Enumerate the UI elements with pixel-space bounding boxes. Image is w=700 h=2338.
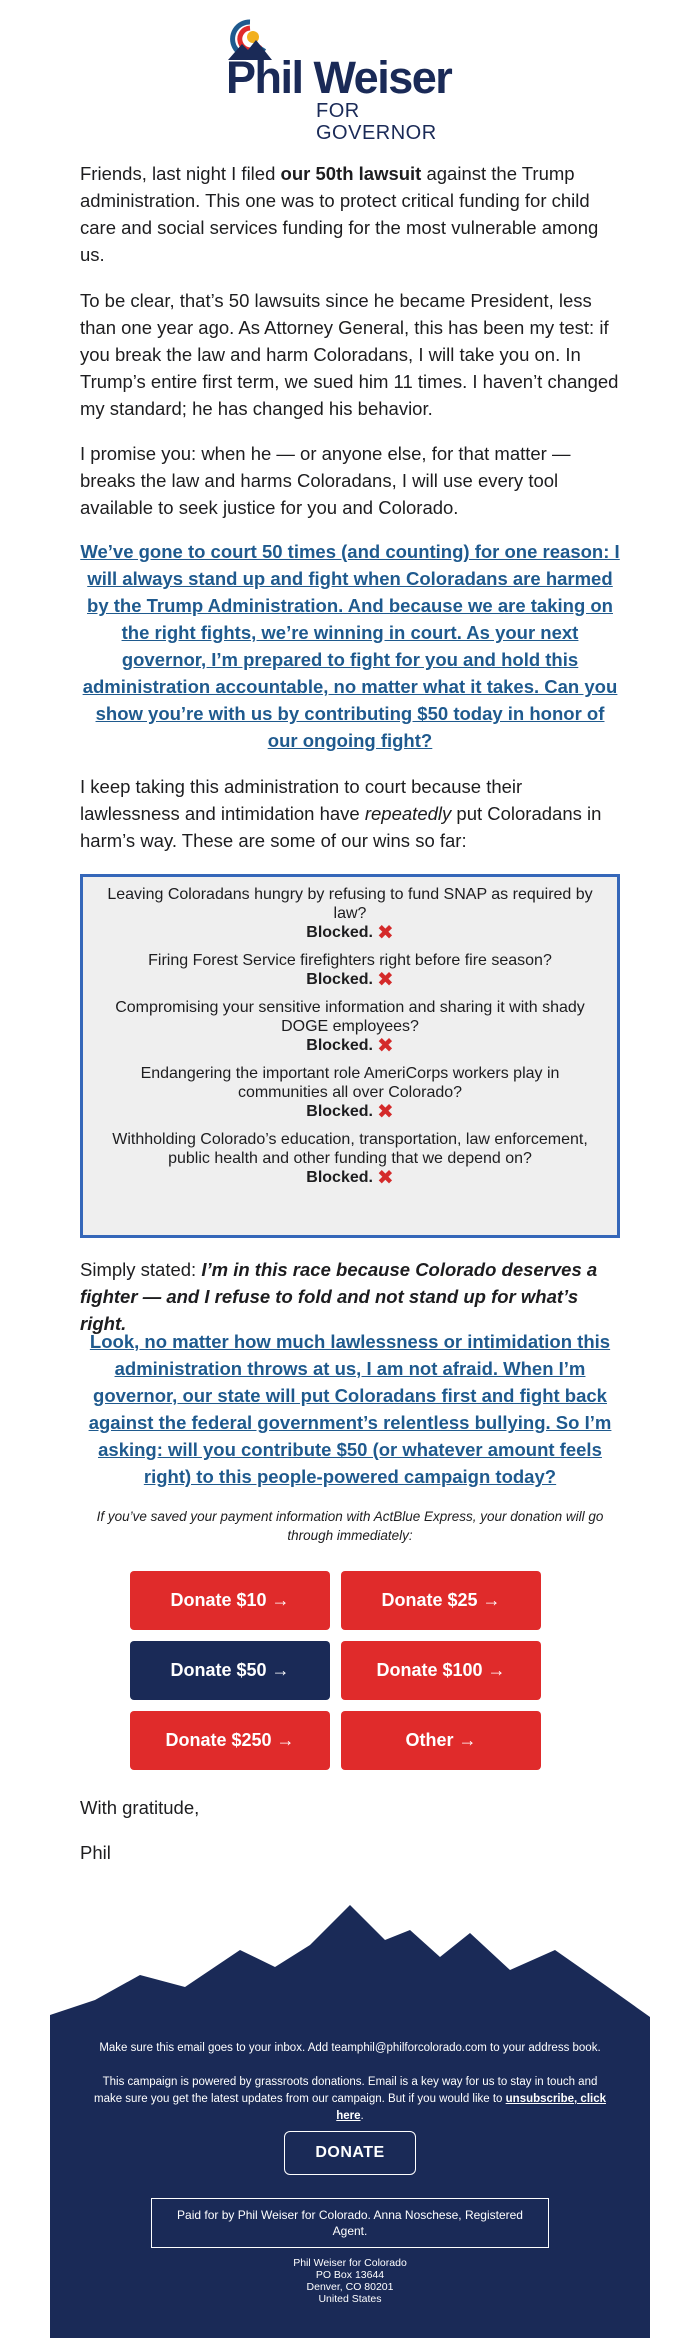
logo-subtitle: FOR GOVERNOR [316, 100, 437, 144]
address-line: Phil Weiser for Colorado [293, 2257, 407, 2269]
logo-name: Phil Weiser [226, 52, 452, 103]
p4-italic: repeatedly [364, 803, 452, 824]
powered-text-end: . [360, 2110, 364, 2122]
footer-powered-note [88, 2074, 612, 2125]
x-mark-icon: ✖ [376, 922, 394, 944]
blocked-label: Blocked. [306, 1169, 373, 1186]
campaign-logo [0, 14, 700, 144]
blocked-label: Blocked. [306, 1103, 373, 1120]
x-mark-icon: ✖ [376, 1101, 394, 1123]
donate-25-button[interactable]: Donate $25 → [341, 1571, 541, 1630]
intro-paragraph-3: I promise you: when he — or anyone else, for that matter — breaks the law and harms Coloradans, I will use every tool available to seek justice for you and Colorado. [80, 443, 571, 518]
donate-any-amount-link-text[interactable]: Look, no matter how much lawlessness or intimidation this administration throws at us, I am not afraid. When I’m governor, our state will put Coloradans first and fight back against the federal government’s relentless bullying. So I’m asking: will you contribute $50 (or whatever amount feels right) to this people-powered campaign today? [88, 1331, 612, 1487]
paid-for-disclaimer: Paid for by Phil Weiser for Colorado. Anna Noschese, Registered Agent. [151, 2198, 549, 2248]
win-status [97, 923, 603, 943]
intro-paragraph-1 [80, 160, 620, 268]
p1-text-end: against the Trump administration. This one was to protect critical funding for child care and social services funding for the most vulnerable among us. [80, 163, 599, 265]
blocked-label: Blocked. [306, 971, 373, 988]
win-status [97, 970, 603, 990]
x-mark-icon: ✖ [376, 969, 394, 991]
p5-bold-italic: I’m in this race because Colorado deserves a fighter — and I refuse to fold and not stand up for what’s right. [80, 1259, 598, 1334]
footer-donate-button[interactable]: DONATE [284, 2131, 416, 2175]
address-line: PO Box 13644 [315, 2269, 385, 2281]
donate-any-amount-link[interactable] [80, 1328, 620, 1490]
donate-10-button[interactable]: Donate $10 → [130, 1571, 330, 1630]
wins-intro-paragraph [80, 773, 620, 854]
win-text: Endangering the important role AmeriCorps workers play in communities all over Colorado? [140, 1065, 560, 1101]
win-item [97, 1130, 603, 1188]
signoff-name: Phil [80, 1842, 111, 1863]
x-mark-icon: ✖ [376, 1035, 394, 1057]
win-item [97, 1064, 603, 1122]
donate-100-button[interactable]: Donate $100 → [341, 1641, 541, 1700]
mailing-address [200, 2257, 500, 2305]
x-mark-icon: ✖ [376, 1167, 394, 1189]
donate-50-button[interactable]: Donate $50 → [130, 1641, 330, 1700]
p4-text-start: I keep taking this administration to court because their lawlessness and intimidation have [80, 776, 523, 824]
simply-stated-paragraph [80, 1256, 620, 1337]
powered-text: This campaign is powered by grassroots donations. Email is a key way for us to stay in touch and make sure you get the latest updates from our campaign. But if you would like to [93, 2076, 598, 2105]
win-text: Compromising your sensitive information and sharing it with shady DOGE employees? [115, 999, 585, 1035]
actblue-express-note: If you’ve saved your payment information with ActBlue Express, your donation will go through immediately: [96, 1509, 604, 1543]
win-status [97, 1168, 603, 1188]
win-text: Withholding Colorado’s education, transportation, law enforcement, public health and other funding that we depend on? [112, 1131, 588, 1167]
p1-text-start: Friends, last night I filed [80, 163, 281, 184]
intro-paragraph-2: To be clear, that’s 50 lawsuits since he became President, less than one year ago. As Attorney General, this has been my test: if you break the law and harm Coloradans, I will take you on. In Trump’s entire first term, we sued him 11 times. I haven’t changed my standard; he has changed his behavior. [80, 290, 619, 419]
footer-inbox-note: Make sure this email goes to your inbox. Add teamphil@philforcolorado.com to your address book. [99, 2042, 601, 2054]
donate-other-button[interactable]: Other → [341, 1711, 541, 1770]
win-item [97, 885, 603, 943]
win-status [97, 1036, 603, 1056]
win-status [97, 1102, 603, 1122]
p1-bold: our 50th lawsuit [280, 163, 422, 184]
unsubscribe-link[interactable]: unsubscribe, click here [336, 2093, 607, 2122]
donate-250-button[interactable]: Donate $250 → [130, 1711, 330, 1770]
donate-50-link-text[interactable]: We’ve gone to court 50 times (and counting) for one reason: I will always stand up and fight when Coloradans are harmed by the Trump Administration. And because we are taking on the right fights, we’re winning in court. As your next governor, I’m prepared to fight for you and hold this administration accountable, no matter what it takes. Can you show you’re with us by contributing $50 today in honor of our ongoing fight? [80, 541, 620, 751]
win-text: Firing Forest Service firefighters right before fire season? [148, 952, 552, 969]
win-item [97, 951, 603, 990]
blocked-label: Blocked. [306, 1037, 373, 1054]
blocked-label: Blocked. [306, 924, 373, 941]
donate-50-link[interactable] [80, 538, 620, 754]
win-item [97, 998, 603, 1056]
wins-list-box [80, 874, 620, 1238]
address-line: United States [318, 2293, 382, 2305]
p5-text-start: Simply stated: [80, 1259, 202, 1280]
address-line: Denver, CO 80201 [306, 2281, 394, 2293]
signoff-gratitude: With gratitude, [80, 1797, 200, 1818]
win-text: Leaving Coloradans hungry by refusing to fund SNAP as required by law? [107, 886, 593, 922]
p4-text-end: put Coloradans in harm’s way. These are some of our wins so far: [80, 803, 602, 851]
